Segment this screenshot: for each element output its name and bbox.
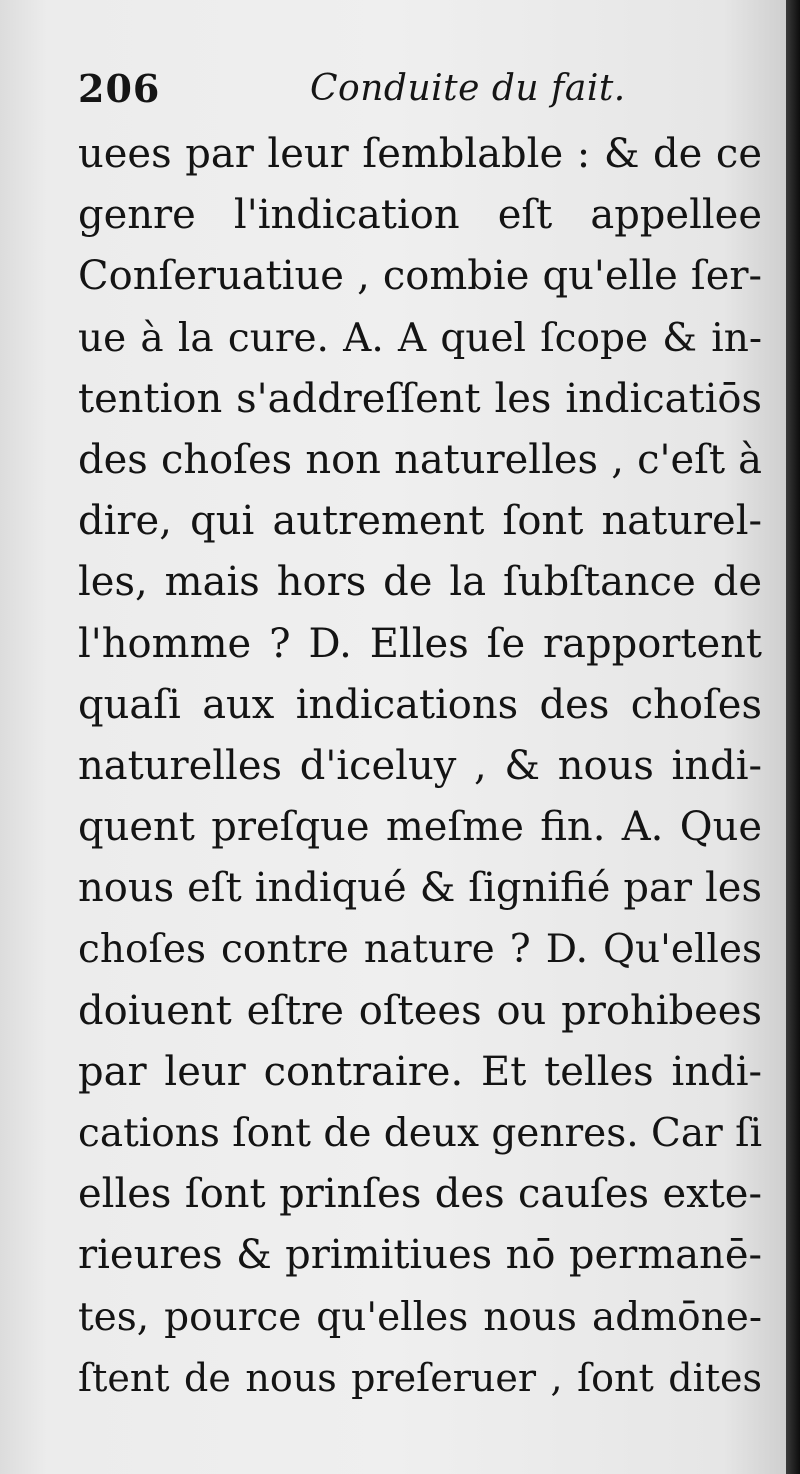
text-line: uees par leur ſemblable : & de ce — [78, 131, 762, 177]
text-line: quent preſque meſme fin. A. Que — [78, 804, 762, 851]
text-line: genre l'indication eſt appellee — [78, 192, 762, 239]
text-line: par leur contraire. Et telles indi- — [78, 1048, 762, 1095]
text-line: nous eſt indiqué & ſignifié par les — [78, 865, 762, 912]
text-line: rieures & primitiues nō permanē- — [78, 1232, 762, 1279]
text-line: quaſi aux indications des choſes — [78, 681, 762, 728]
running-title: Conduite du fait. — [310, 68, 626, 109]
text-line: ue à la cure. A. A quel ſcope & in- — [78, 315, 762, 361]
page-edge-shadow — [786, 0, 800, 1474]
text-line: des choſes non naturelles , c'eſt à — [78, 436, 762, 483]
text-line: les, mais hors de la ſubſtance de — [78, 559, 762, 606]
body-text — [78, 124, 762, 1409]
text-line: choſes contre nature ? D. Qu'elles — [78, 927, 762, 973]
text-line: l'homme ? D. Elles ſe rapportent — [78, 620, 762, 667]
page-number: 206 — [78, 66, 161, 111]
page-header — [78, 66, 638, 126]
text-line: ſtent de nous preſeruer , ſont dites — [78, 1355, 762, 1400]
text-line: tention s'addreſſent les indicatiōs — [78, 375, 762, 422]
text-line: elles ſont prinſes des cauſes exte- — [78, 1171, 762, 1218]
text-line: dire, qui autrement ſont naturel- — [78, 498, 762, 545]
text-line: doiuent eſtre oſtees ou prohibees — [78, 987, 762, 1034]
text-line: tes, pource qu'elles nous admōne- — [78, 1294, 762, 1340]
text-line: Conſeruatiue , combie qu'elle ſer- — [78, 253, 762, 300]
text-line: cations ſont de deux genres. Car ſi — [78, 1111, 762, 1156]
text-line: naturelles d'iceluy , & nous indi- — [78, 742, 762, 789]
